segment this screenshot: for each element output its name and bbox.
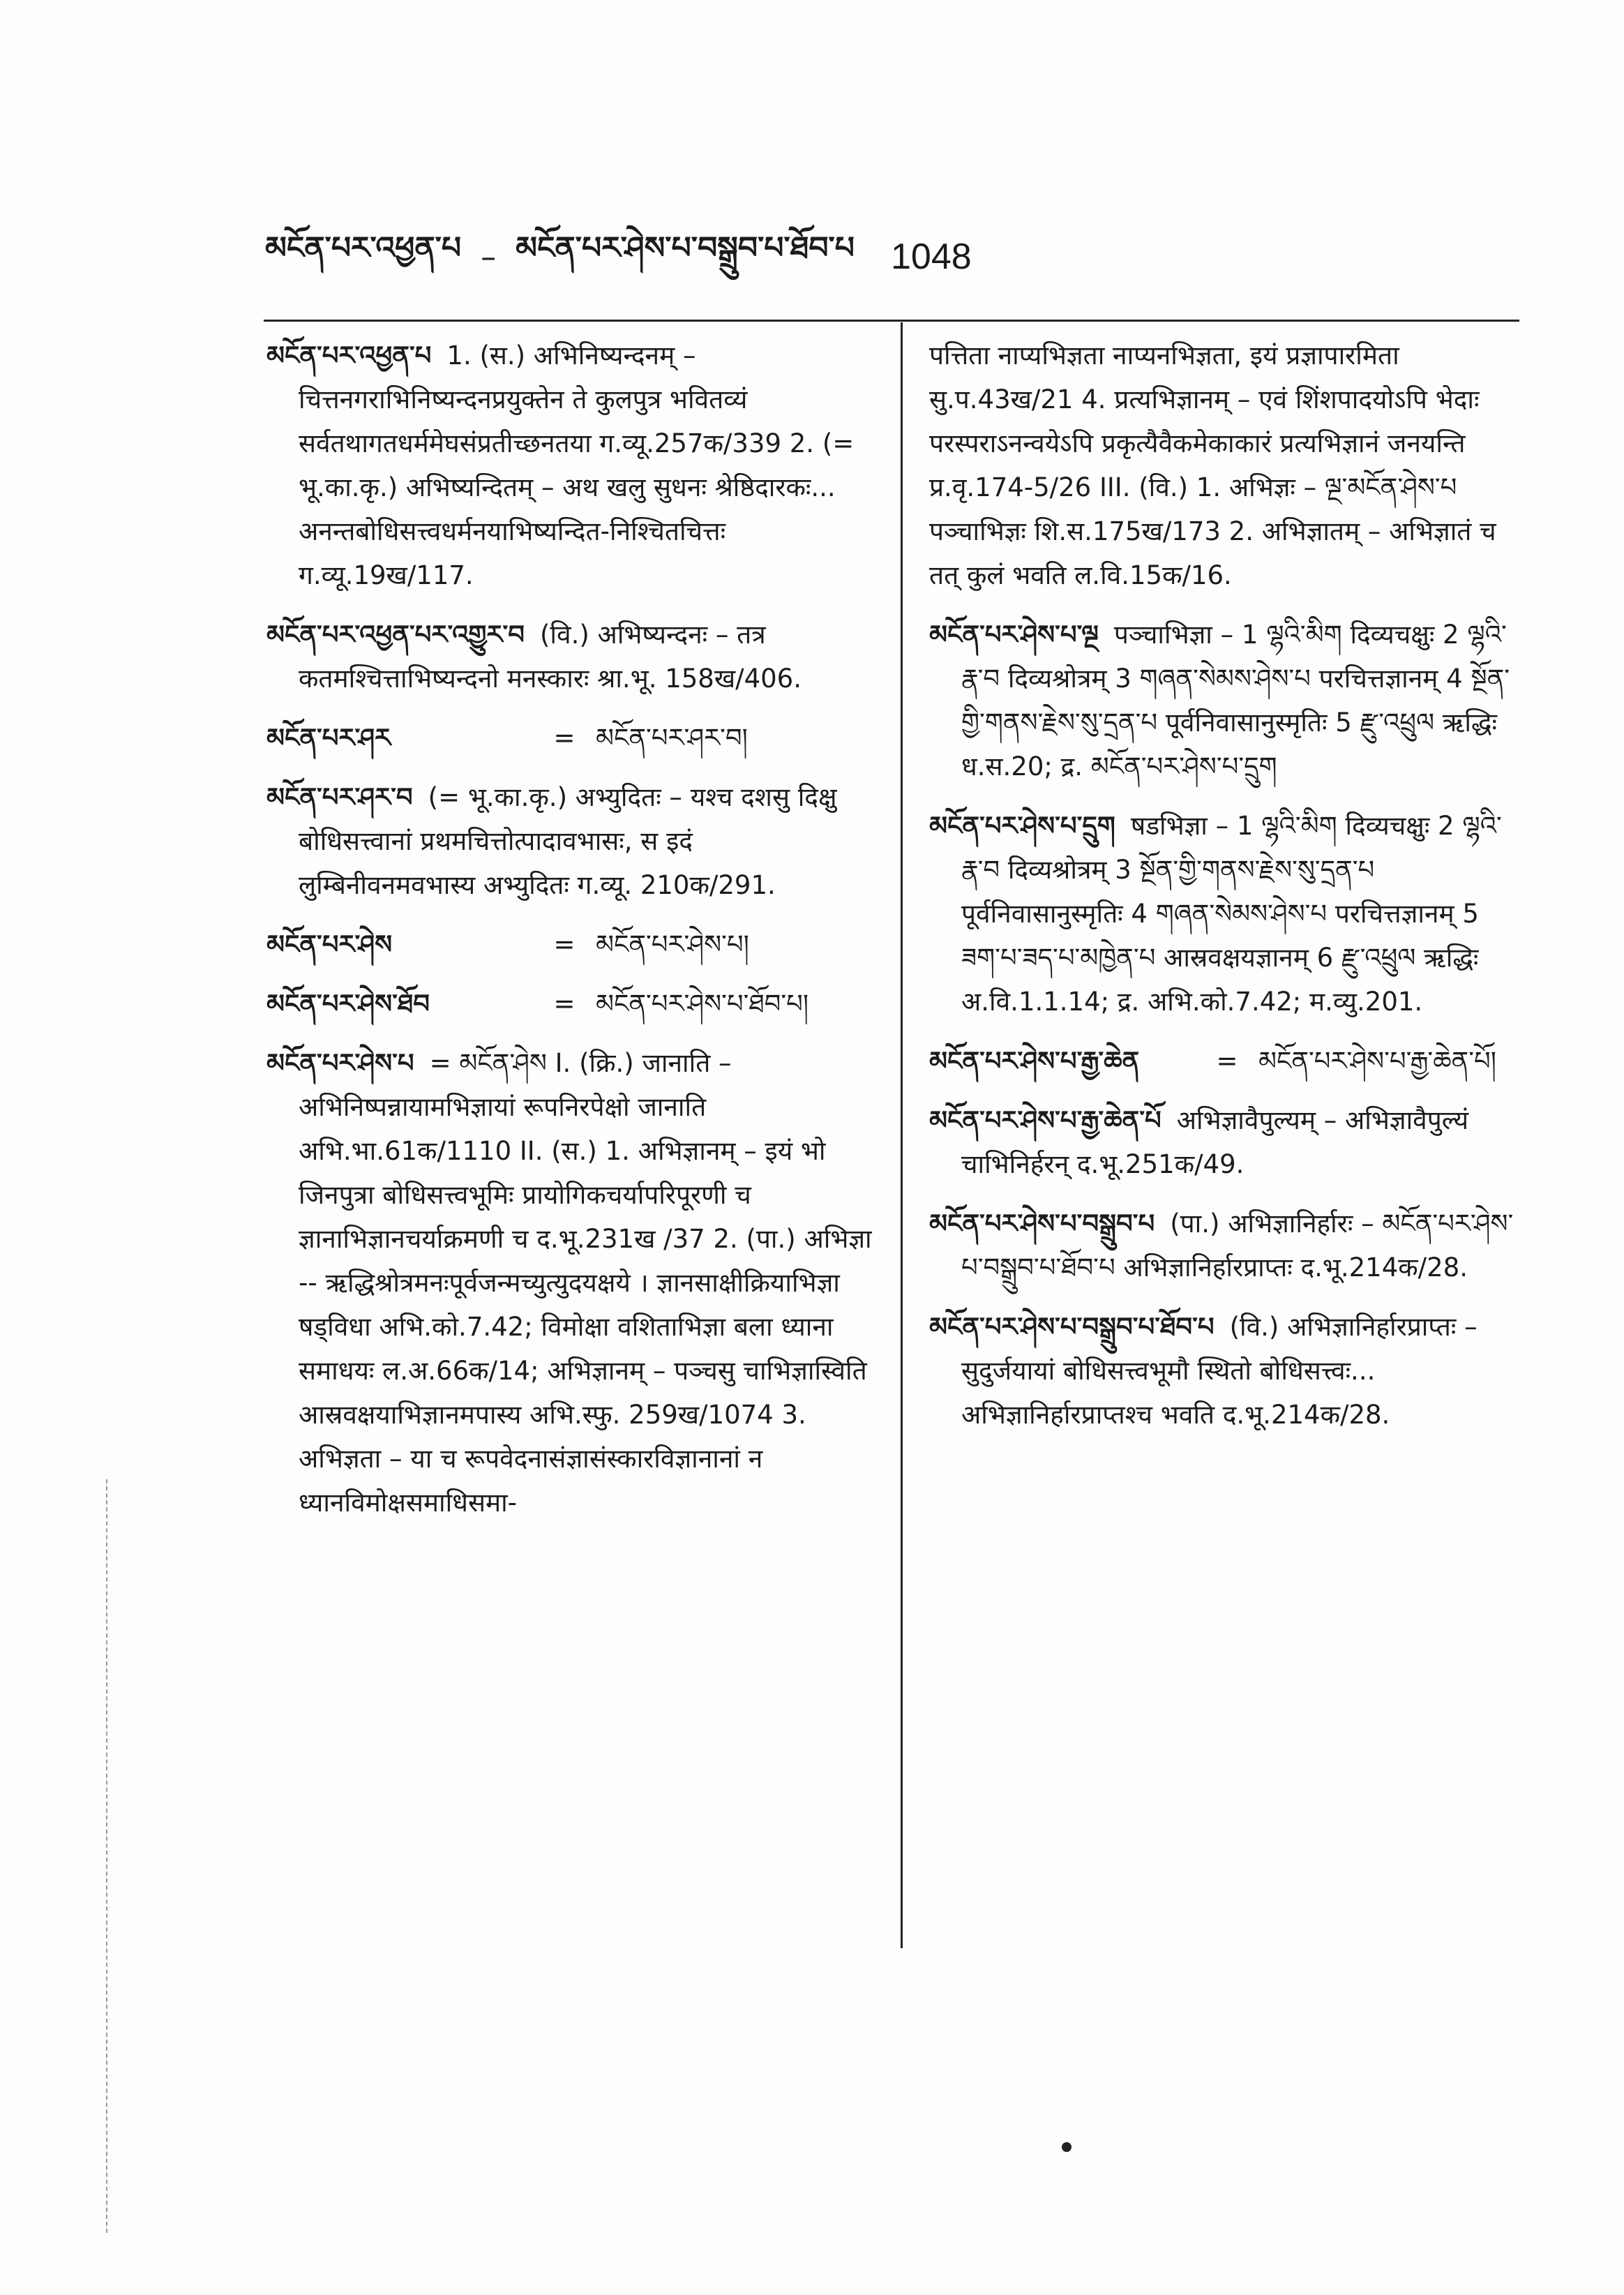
column-divider: [901, 322, 903, 1948]
entry-headword: མངོན་པར་ཤེས་པ་དྲུག: [929, 811, 1115, 841]
equals-sign: =: [553, 989, 576, 1019]
entry: [929, 1202, 1522, 1289]
cross-reference-entry: [266, 982, 872, 1026]
cross-reference-entry: [266, 922, 872, 966]
entry-headword: མངོན་པར་ཤེས་པ་རྒྱ་ཆེན: [929, 1046, 1140, 1076]
entry-headword: མངོན་པར་ཤར: [266, 723, 391, 753]
cross-reference-entry: [266, 716, 872, 760]
entry-body: (वि.) अभिष्यन्दनः – तत्र कतमश्चित्ताभिष्यन्दनो मनस्कारः श्रा.भू. 158ख/406.: [299, 620, 802, 694]
entry-headword: མངོན་པར་ཤེས་ཐོབ: [266, 989, 430, 1019]
entry-headword: མངོན་པར་ཤེས་པ་རྒྱ་ཆེན་པོ: [929, 1105, 1161, 1135]
entry: [929, 1098, 1522, 1186]
scan-dot: [1062, 2142, 1072, 2152]
entry: [266, 1041, 872, 1525]
entry-headword: མངོན་པར་ཤེས་པ: [266, 1048, 414, 1078]
entry-headword: མངོན་པར་ཤེས་པ་བསྒྲུབ་པ་ཐོབ་པ: [929, 1312, 1215, 1342]
header-dash: –: [481, 239, 497, 275]
cross-reference-target: མངོན་པར་ཤར་བ།: [596, 723, 748, 753]
left-column: [266, 334, 872, 1540]
entry-headword: མངོན་པར་འཕྱན་པར་འགྱུར་བ: [266, 620, 525, 650]
entry-body: अभिज्ञावैपुल्यम् – अभिज्ञावैपुल्यं चाभिनिर्हरन् द.भू.251क/49.: [961, 1105, 1469, 1179]
entry-body: (पा.) अभिज्ञानिर्हारः – མངོན་པར་ཤེས་པ་བསྒྲུབ་པ་ཐོབ་པ अभिज्ञानिर्हारप्राप्तः द.भू.214क/28.: [961, 1209, 1514, 1283]
entry-body: षडभिज्ञा – 1 ལྷའི་མིག दिव्यचक्षुः 2 ལྷའི་རྣ་བ दिव्यश्रोत्रम् 3 སྔོན་གྱི་གནས་རྗེས་སུ་དྲན་པ पूर्वनिवासानुस्मृतिः 4 གཞན་སེམས་ཤེས་པ परचित्तज्ञानम् 5 ཟག་པ་ཟད་པ་མཁྱེན་པ आस्रवक्षयज्ञानम् 6 རྫུ་འཕྲུལ ऋद्धिः अ.वि.1.1.14; द्र. अभि.को.7.42; म.व्यु.201.: [961, 811, 1502, 1017]
entry: [929, 1305, 1522, 1437]
cross-reference-target: མངོན་པར་ཤེས་པ།: [596, 929, 749, 959]
right-column: [929, 334, 1522, 1452]
entry: [266, 334, 872, 597]
entry-body: = མངོན་ཤེས I. (क्रि.) जानाति – अभिनिष्पन्नायामभिज्ञायां रूपनिरपेक्षो जानाति अभि.भा.61क/1110 II. (स.) 1. अभिज्ञानम् – इयं भो जिनपुत्रा बोधिसत्त्वभूमिः प्रायोगिकचर्यापरिपूरणी च ज्ञानाभिज्ञानचर्याक्रमणी च द.भू.231ख /37 2. (पा.) अभिज्ञा -- ऋद्धिश्रोत्रमनःपूर्वजन्मच्युत्युदयक्षये । ज्ञानसाक्षीक्रियाभिज्ञा षड्विधा अभि.को.7.42; विमोक्षा वशिताभिज्ञा बला ध्याना समाधयः ल.अ.66क/14; अभिज्ञानम् – पञ्चसु चाभिज्ञास्विति आस्रवक्षयाभिज्ञानमपास्य अभि.स्फु. 259ख/1074 3. अभिज्ञता – या च रूपवेदनासंज्ञासंस्कारविज्ञानानां न ध्यानविमोक्षसमाधिसमा-: [299, 1048, 872, 1518]
entry-body: (वि.) अभिज्ञानिर्हारप्राप्तः – सुदुर्जयायां बोधिसत्त्वभूमौ स्थितो बोधिसत्त्वः... अभिज्ञानिर्हारप्राप्तश्च भवति द.भू.214क/28.: [961, 1312, 1478, 1430]
entry-continuation: [929, 334, 1522, 597]
entry: [266, 613, 872, 701]
equals-sign: =: [1216, 1046, 1238, 1076]
entry-body: (= भू.का.कृ.) अभ्युदितः – यश्च दशसु दिक्षु बोधिसत्त्वानां प्रथमचित्तोत्पादावभासः, स इदं लुम्बिनीवनमवभास्य अभ्युदितः ग.व्यू. 210क/291.: [299, 782, 837, 900]
header-last-term: མངོན་པར་ཤེས་པ་བསྒྲུབ་པ་ཐོབ་པ: [516, 230, 855, 266]
entry: [266, 775, 872, 907]
entry-headword: མངོན་པར་འཕྱན་པ: [266, 341, 432, 371]
entry-headword: མངོན་པར་ཤེས་པ་ལྔ: [929, 620, 1099, 650]
header-first-term: མངོན་པར་འཕྱན་པ: [265, 230, 462, 266]
entry-body: पञ्चाभिज्ञा – 1 ལྷའི་མིག दिव्यचक्षुः 2 ལྷའི་རྣ་བ दिव्यश्रोत्रम् 3 གཞན་སེམས་ཤེས་པ परचित्तज्ञानम् 4 སྔོན་གྱི་གནས་རྗེས་སུ་དྲན་པ पूर्वनिवासानुस्मृतिः 5 རྫུ་འཕྲུལ ऋद्धिः ध.स.20; द्र. མངོན་པར་ཤེས་པ་དྲུག: [961, 620, 1510, 782]
cross-reference-target: མངོན་པར་ཤེས་པ་རྒྱ་ཆེན་པོ།: [1258, 1046, 1496, 1076]
equals-sign: =: [553, 929, 576, 959]
equals-sign: =: [553, 723, 576, 753]
entry-headword: མངོན་པར་ཤེས: [266, 929, 393, 959]
page-header: [265, 222, 1521, 292]
entry: [929, 804, 1522, 1024]
cross-reference-entry: [929, 1039, 1522, 1083]
entry-body: 1. (स.) अभिनिष्यन्दनम् – चित्तनगराभिनिष्यन्दनप्रयुक्तेन ते कुलपुत्र भवितव्यं सर्वतथागतधर्ममेघसंप्रतीच्छनतया ग.व्यू.257क/339 2. (= भू.का.कृ.) अभिष्यन्दितम् – अथ खलु सुधनः श्रेष्ठिदारकः... अनन्तबोधिसत्त्वधर्मनयाभिष्यन्दित-निश्चितचित्तः ग.व्यू.19ख/117.: [299, 341, 855, 590]
header-rule: [264, 320, 1519, 322]
entry-headword: མངོན་པར་ཤར་བ: [266, 782, 413, 812]
cross-reference-target: མངོན་པར་ཤེས་པ་ཐོབ་པ།: [596, 989, 809, 1019]
page-number: 1048: [890, 237, 972, 277]
entry-body: पत्तिता नाप्यभिज्ञता नाप्यनभिज्ञता, इयं प्रज्ञापारमिता सु.प.43ख/21 4. प्रत्यभिज्ञानम् – एवं शिंशपादयोऽपि भेदाः परस्पराऽनन्वयेऽपि प्रकृत्यैवैकमेकाकारं प्रत्यभिज्ञानं जनयन्ति प्र.वृ.174-5/26 III. (वि.) 1. अभिज्ञः – ལྔ་མངོན་ཤེས་པ पञ्चाभिज्ञः शि.स.175ख/173 2. अभिज्ञातम् – अभिज्ञातं च तत् कुलं भवति ल.वि.15क/16.: [929, 341, 1496, 590]
entry: [929, 613, 1522, 788]
entry-headword: མངོན་པར་ཤེས་པ་བསྒྲུབ་པ: [929, 1209, 1155, 1239]
scan-artifact-line: [106, 1479, 107, 2233]
